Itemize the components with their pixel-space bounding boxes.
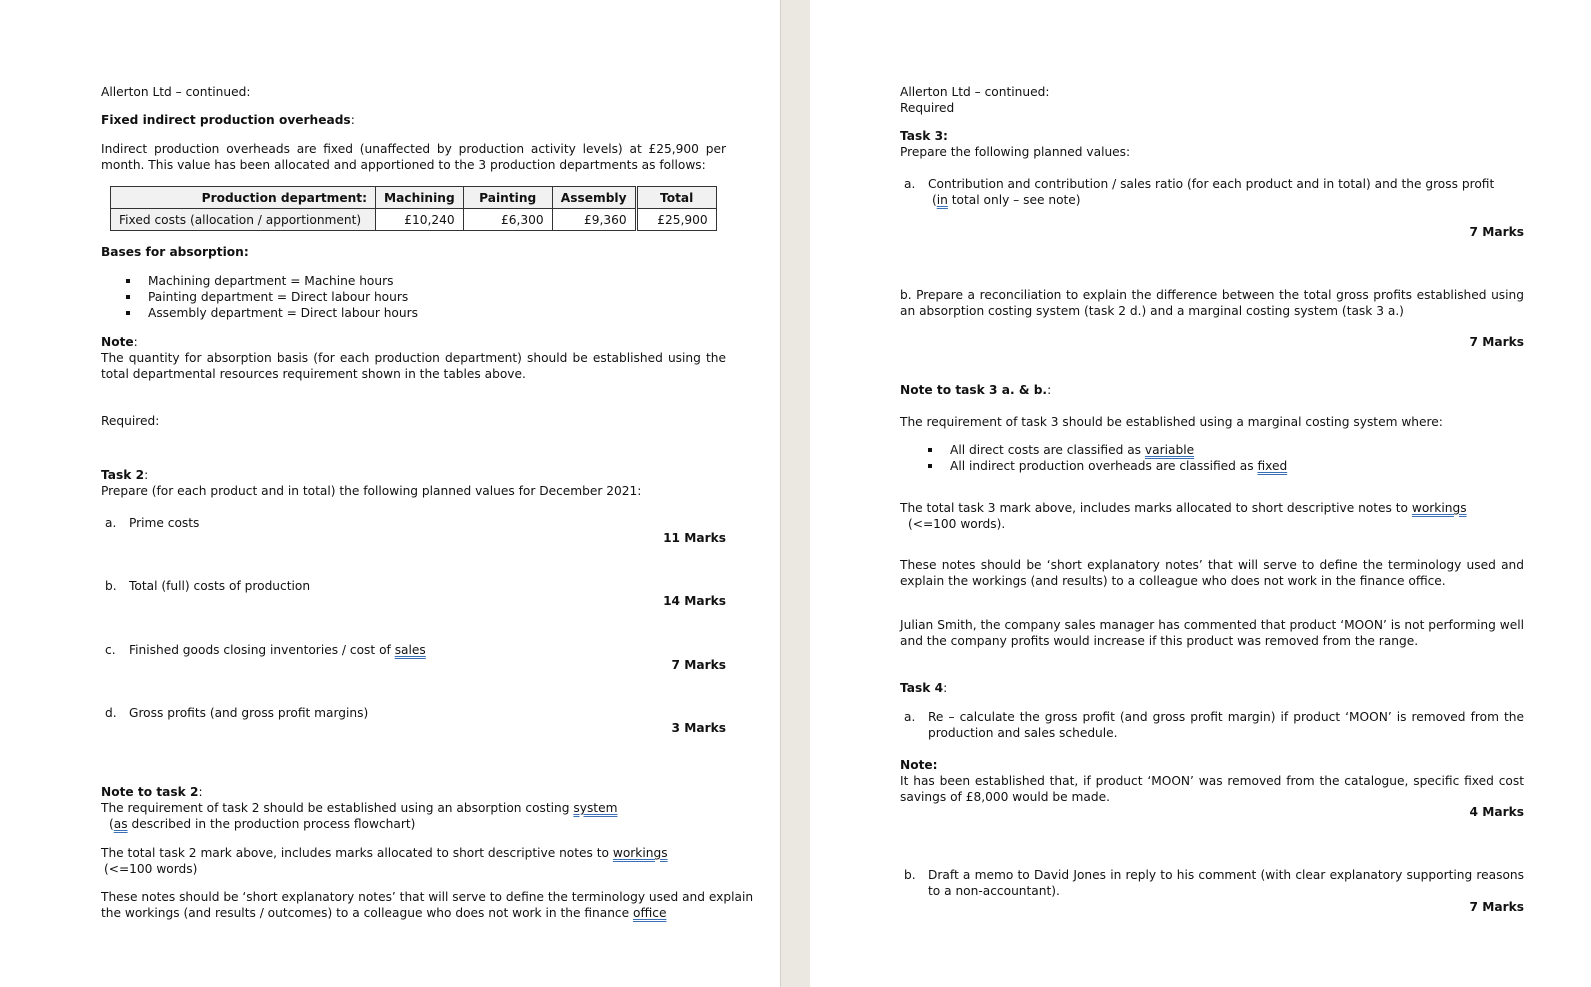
task2-item-b: b. Total (full) costs of production [105, 579, 311, 593]
note3-words-line2: (<=100 words). [908, 517, 1006, 531]
table-header-cell: Machining [376, 187, 464, 209]
section-title-fixed-overheads: Fixed indirect production overheads: [101, 113, 355, 127]
note2-line2: (as described in the production process flowchart) [109, 817, 416, 831]
task2-item-c: c. Finished goods closing inventories / cost of sales [105, 643, 426, 657]
task4-item-a: a. Re – calculate the gross profit (and gross profit margin) if product ‘MOON’ is removed from the production and sales schedule. [904, 710, 1524, 740]
note3-bullet-list [928, 442, 1328, 476]
bases-list [126, 273, 526, 323]
table-cell: £10,240 [376, 209, 464, 231]
page-heading: Allerton Ltd – continued: [900, 85, 1050, 99]
list-item: All indirect production overheads are classified as fixed [928, 458, 1287, 474]
task3-item-a-marks: 7 Marks [1469, 225, 1524, 239]
task2-item-d-marks: 3 Marks [671, 721, 726, 735]
note2-explanation-line2: the workings (and results / outcomes) to a colleague who does not work in the finance office [101, 906, 667, 920]
task3-item-a: a. Contribution and contribution / sales ratio (for each product and in total) and the gross profit [904, 177, 1495, 191]
task4-item-b-marks: 7 Marks [1469, 900, 1524, 914]
bullet-icon [928, 464, 932, 468]
task2-intro: Prepare (for each product and in total) the following planned values for December 2021: [101, 484, 642, 498]
note2-title: Note to task 2: [101, 785, 203, 799]
task2-item-d: d. Gross profits (and gross profit margins) [105, 706, 369, 720]
table-header-cell: Assembly [552, 187, 636, 209]
task2-title: Task 2: [101, 468, 149, 482]
list-item: Machining department = Machine hours [126, 273, 393, 289]
fixed-overheads-paragraph: Indirect production overheads are fixed (unaffected by production activity levels) at £25,900 per month. This value has been allocated and apportioned to the 3 production departments as follows: [101, 142, 726, 172]
table-header-cell: Production department: [111, 187, 376, 209]
page-heading: Allerton Ltd – continued: [101, 85, 251, 99]
note3-explanation: These notes should be ‘short explanatory notes’ that will serve to define the terminology used and explain the workings (and results) to a colleague who does not work in the finance office. [900, 558, 1524, 588]
list-item: Assembly department = Direct labour hours [126, 305, 418, 321]
bullet-icon [928, 448, 932, 452]
table-cell: Fixed costs (allocation / apportionment) [111, 209, 376, 231]
task4-title: Task 4: [900, 681, 948, 695]
table-header-cell: Painting [463, 187, 552, 209]
bullet-icon [126, 279, 130, 283]
task2-item-a-marks: 11 Marks [663, 531, 726, 545]
task2-item-b-marks: 14 Marks [663, 594, 726, 608]
table-header-cell: Total [636, 187, 716, 209]
note-title: Note: [101, 335, 138, 349]
document-page-right [810, 0, 1591, 987]
table-row [111, 209, 717, 231]
sales-manager-comment: Julian Smith, the company sales manager has commented that product ‘MOON’ is not performing well and the company profits would increase if this product was removed from the range. [900, 618, 1524, 648]
note2-line1: The requirement of task 2 should be established using an absorption costing system [101, 801, 618, 815]
note-paragraph: The quantity for absorption basis (for each production department) should be established using the total departmental resources requirement shown in the tables above. [101, 351, 726, 381]
list-item: All direct costs are classified as variable [928, 442, 1194, 458]
note3-intro: The requirement of task 3 should be established using a marginal costing system where: [900, 415, 1443, 429]
task3-item-a-line2: (in total only – see note) [932, 193, 1081, 207]
document-page-left [0, 0, 781, 987]
table-header-row [111, 187, 717, 209]
table-cell: £9,360 [552, 209, 636, 231]
note3-words-line1: The total task 3 mark above, includes marks allocated to short descriptive notes to workings [900, 501, 1467, 515]
note2-words-line1: The total task 2 mark above, includes marks allocated to short descriptive notes to workings [101, 846, 668, 860]
note2-words-line2: (<=100 words) [104, 862, 198, 876]
required-label: Required: [101, 414, 160, 428]
table-cell: £6,300 [463, 209, 552, 231]
bullet-icon [126, 311, 130, 315]
fixed-costs-table [110, 186, 717, 231]
note2-explanation-line1: These notes should be ‘short explanatory notes’ that will serve to define the terminology used and explain [101, 890, 754, 904]
bases-title: Bases for absorption: [101, 245, 249, 259]
task3-intro: Prepare the following planned values: [900, 145, 1131, 159]
task2-item-c-marks: 7 Marks [671, 658, 726, 672]
list-item: Painting department = Direct labour hours [126, 289, 408, 305]
bullet-icon [126, 295, 130, 299]
task3-item-b: b. Prepare a reconciliation to explain the difference between the total gross profits established using an absorption costing system (task 2 d.) and a marginal costing system (task 3 a.) [900, 288, 1524, 318]
required-label: Required [900, 101, 955, 115]
note4-text: It has been established that, if product ‘MOON’ was removed from the catalogue, specific fixed cost savings of £8,000 would be made. [900, 774, 1524, 804]
task3-item-b-marks: 7 Marks [1469, 335, 1524, 349]
task4-item-a-marks: 4 Marks [1469, 805, 1524, 819]
note4-title: Note: [900, 758, 938, 772]
task4-item-b: b. Draft a memo to David Jones in reply to his comment (with clear explanatory supporting reasons to a non-accountant). [904, 868, 1524, 898]
table-cell: £25,900 [636, 209, 716, 231]
task2-item-a: a. Prime costs [105, 516, 200, 530]
note3-title: Note to task 3 a. & b.: [900, 383, 1052, 397]
task3-title: Task 3: [900, 129, 948, 143]
